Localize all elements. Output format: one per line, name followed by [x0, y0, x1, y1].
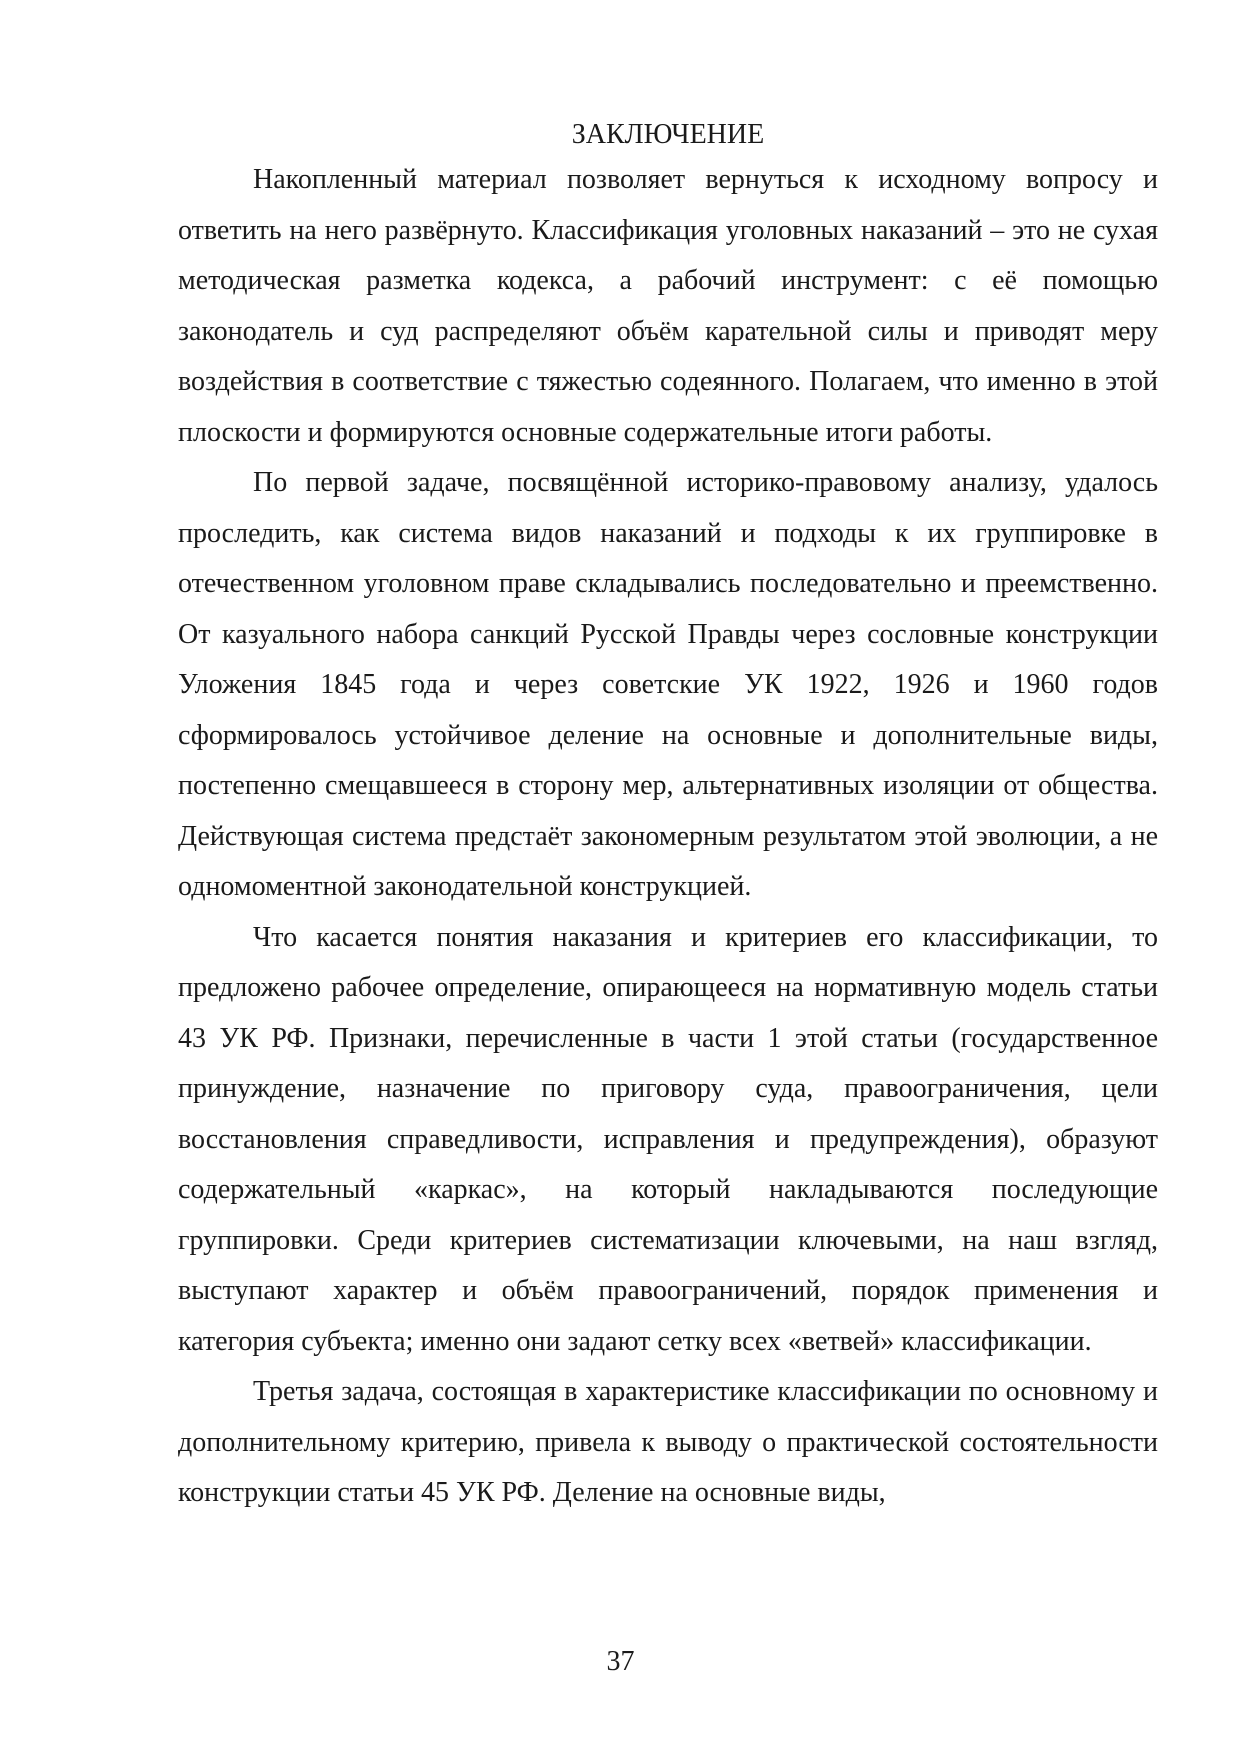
page-number: 37: [606, 1646, 635, 1677]
page-content: [178, 115, 1158, 1519]
paragraph-4: Третья задача, состоящая в характеристике классификации по основному и дополнительному критерию, привела к выводу о практической состоятельности конструкции статьи 45 УК РФ. Деление на основные виды,: [178, 1376, 1158, 1508]
paragraph-1: Накопленный материал позволяет вернуться к исходному вопросу и ответить на него развёрнуто. Классификация уголовных наказаний – это не сухая методическая разметка кодекса, а рабочий инструмент: с её помощью законодатель и суд распределяют объём карательной силы и приводят меру воздействия в соответствие с тяжестью содеянного. Полагаем, что именно в этой плоскости и формируются основные содержательные итоги работы.: [178, 164, 1158, 448]
page-title: ЗАКЛЮЧЕНИЕ: [571, 119, 765, 150]
paragraph-2: По первой задаче, посвящённой историко-правовому анализу, удалось проследить, как система видов наказаний и подходы к их группировке в отечественном уголовном праве складывались последовательно и преемственно. От казуального набора санкций Русской Правды через сословные конструкции Уложения 1845 года и через советские УК 1922, 1926 и 1960 годов сформировалось устойчивое деление на основные и дополнительные виды, постепенно смещавшееся в сторону мер, альтернативных изоляции от общества. Действующая система предстаёт закономерным результатом этой эволюции, а не одномоментной законодательной конструкцией.: [178, 467, 1158, 902]
paragraph-3: Что касается понятия наказания и критериев его классификации, то предложено рабочее определение, опирающееся на нормативную модель статьи 43 УК РФ. Признаки, перечисленные в части 1 этой статьи (государственное принуждение, назначение по приговору суда, правоограничения, цели восстановления справедливости, исправления и предупреждения), образуют содержательный «каркас», на который накладываются последующие группировки. Среди критериев систематизации ключевыми, на наш взгляд, выступают характер и объём правоограничений, порядок применения и категория субъекта; именно они задают сетку всех «ветвей» классификации.: [178, 921, 1158, 1357]
